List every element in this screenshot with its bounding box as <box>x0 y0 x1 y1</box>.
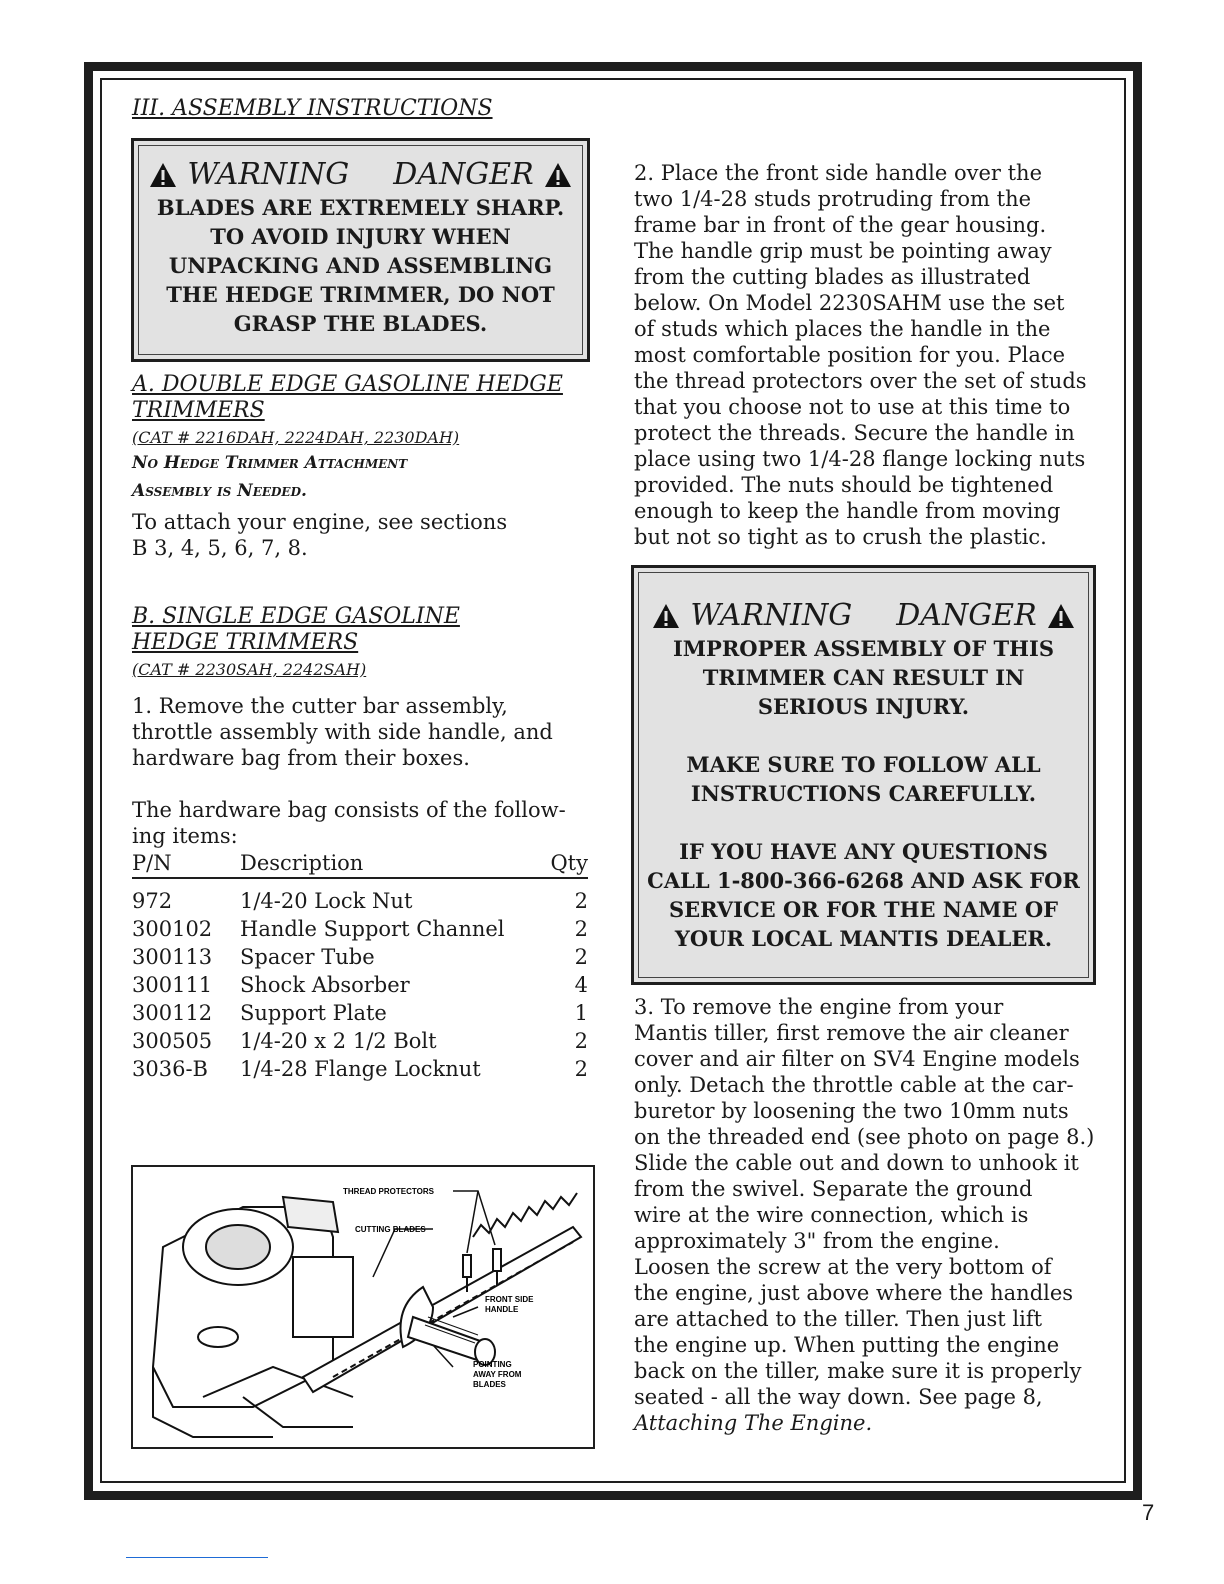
step2-text: from the cutting blades as illustrated <box>634 265 1031 289</box>
label-pointing: POINTING <box>473 1360 512 1369</box>
part-number: 3036-B <box>132 1057 208 1081</box>
trimmer-illustration <box>133 1167 593 1447</box>
step1-text: throttle assembly with side handle, and <box>132 720 553 744</box>
step2-section <box>634 160 1096 550</box>
step3-text: the engine up. When putting the engine <box>634 1333 1060 1357</box>
table-row <box>132 1055 588 1083</box>
section-heading: III. ASSEMBLY INSTRUCTIONS <box>132 96 493 121</box>
label-thread-protectors: THREAD PROTECTORS <box>343 1187 434 1196</box>
step3-text: approximately 3" from the engine. <box>634 1229 1000 1253</box>
table-row <box>132 887 588 915</box>
step2-text: The handle grip must be pointing away <box>634 239 1052 263</box>
warning-line: SERIOUS INJURY. <box>757 694 970 719</box>
danger-word: DANGER <box>393 157 534 192</box>
section-b <box>132 604 592 1083</box>
danger-word: DANGER <box>896 598 1037 633</box>
part-qty: 1 <box>574 1001 588 1025</box>
warning-title <box>634 598 1093 634</box>
step2-text: of studs which places the handle in the <box>634 317 1051 341</box>
step2-text: below. On Model 2230SAHM use the set <box>634 291 1065 315</box>
column-header: Description <box>240 849 545 878</box>
warning-line: TRIMMER CAN RESULT IN <box>702 665 1025 690</box>
part-number: 972 <box>132 889 173 913</box>
warning-box-assembly <box>631 565 1096 985</box>
section-a-note: Assembly is Needed. <box>132 481 307 501</box>
part-number: 300113 <box>132 945 213 969</box>
step2-text: enough to keep the handle from moving <box>634 499 1061 523</box>
section-b-title: B. SINGLE EDGE GASOLINE <box>132 604 460 629</box>
step2-text: 2. Place the front side handle over the <box>634 161 1043 185</box>
step1-text: 1. Remove the cutter bar assembly, <box>132 694 508 718</box>
step3-text: from the swivel. Separate the ground <box>634 1177 1033 1201</box>
part-number: 300505 <box>132 1029 213 1053</box>
label-away-from: AWAY FROM <box>473 1370 522 1379</box>
left-column <box>132 96 592 121</box>
part-number: 300102 <box>132 917 213 941</box>
warning-triangle-icon <box>1047 603 1075 629</box>
table-row <box>132 971 588 999</box>
step2-text: that you choose not to use at this time to <box>634 395 1071 419</box>
part-description: Handle Support Channel <box>240 917 505 941</box>
hardware-intro: ing items: <box>132 824 238 848</box>
label-handle: HANDLE <box>485 1305 519 1314</box>
part-description: 1/4-20 x 2 1/2 Bolt <box>240 1029 437 1053</box>
step3-text: cover and air filter on SV4 Engine models <box>634 1047 1080 1071</box>
bottom-rule <box>126 1557 268 1558</box>
warning-line: THE HEDGE TRIMMER, DO NOT <box>166 282 555 307</box>
section-a-body: To attach your engine, see sections <box>132 510 508 534</box>
step3-reference: Attaching The Engine. <box>634 1411 873 1435</box>
section-b-title: HEDGE TRIMMERS <box>132 630 359 655</box>
step2-text: the thread protectors over the set of studs <box>634 369 1087 393</box>
step3-text: 3. To remove the engine from your <box>634 995 1004 1019</box>
part-description: 1/4-20 Lock Nut <box>240 889 413 913</box>
step2-text: frame bar in front of the gear housing. <box>634 213 1047 237</box>
label-blades: BLADES <box>473 1380 506 1389</box>
part-qty: 2 <box>574 945 588 969</box>
step3-text: are attached to the tiller. Then just lift <box>634 1307 1043 1331</box>
section-a-title: TRIMMERS <box>132 398 265 423</box>
step2-text: but not so tight as to crush the plastic. <box>634 525 1047 549</box>
warning-line: IF YOU HAVE ANY QUESTIONS <box>679 839 1048 864</box>
step3-text: Loosen the screw at the very bottom of <box>634 1255 1052 1279</box>
part-description: Spacer Tube <box>240 945 375 969</box>
warning-line: CALL 1-800-366-6268 AND ASK FOR <box>647 868 1080 893</box>
warning-triangle-icon <box>149 162 177 188</box>
section-b-cat-numbers: (CAT # 2230SAH, 2242SAH) <box>132 660 367 679</box>
section-a-title: A. DOUBLE EDGE GASOLINE HEDGE <box>132 372 563 397</box>
warning-triangle-icon <box>544 162 572 188</box>
part-description: Shock Absorber <box>240 973 410 997</box>
section-a-cat-numbers: (CAT # 2216DAH, 2224DAH, 2230DAH) <box>132 428 460 447</box>
part-number: 300112 <box>132 1001 213 1025</box>
step3-text: seated - all the way down. See page 8, <box>634 1385 1043 1409</box>
part-qty: 4 <box>574 973 588 997</box>
parts-table-header <box>132 849 588 878</box>
warning-word: WARNING <box>187 157 350 192</box>
step2-text: protect the threads. Secure the handle in <box>634 421 1075 445</box>
part-qty: 2 <box>574 1057 588 1081</box>
warning-line: IMPROPER ASSEMBLY OF THIS <box>672 636 1055 661</box>
hedge-trimmer-diagram <box>131 1165 595 1449</box>
step3-text: on the threaded end (see photo on page 8.) <box>634 1125 1095 1149</box>
table-row <box>132 915 588 943</box>
page-number: 7 <box>1142 1500 1155 1525</box>
section-a <box>132 372 592 561</box>
warning-box-blades <box>131 138 590 362</box>
section-a-body: B 3, 4, 5, 6, 7, 8. <box>132 536 308 560</box>
column-header: Qty <box>545 849 588 878</box>
warning-line: MAKE SURE TO FOLLOW ALL <box>686 752 1041 777</box>
step3-text: Mantis tiller, first remove the air cleaner <box>634 1021 1069 1045</box>
step3-section <box>634 994 1096 1436</box>
warning-line: UNPACKING AND ASSEMBLING <box>168 253 553 278</box>
table-row <box>132 943 588 971</box>
step2-text: place using two 1/4-28 flange locking nuts <box>634 447 1086 471</box>
part-qty: 2 <box>574 917 588 941</box>
label-front-side: FRONT SIDE <box>485 1295 534 1304</box>
part-qty: 2 <box>574 889 588 913</box>
step2-text: provided. The nuts should be tightened <box>634 473 1054 497</box>
step3-text: only. Detach the throttle cable at the car- <box>634 1073 1074 1097</box>
warning-line: BLADES ARE EXTREMELY SHARP. <box>156 195 565 220</box>
warning-line: INSTRUCTIONS CAREFULLY. <box>690 781 1037 806</box>
warning-title <box>134 157 587 193</box>
step3-text: the engine, just above where the handles <box>634 1281 1074 1305</box>
step1-text: hardware bag from their boxes. <box>132 746 470 770</box>
step2-text: most comfortable position for you. Place <box>634 343 1066 367</box>
label-cutting-blades: CUTTING BLADES <box>355 1225 426 1234</box>
warning-line: TO AVOID INJURY WHEN <box>210 224 511 249</box>
hardware-intro: The hardware bag consists of the follow- <box>132 798 566 822</box>
step2-text: two 1/4-28 studs protruding from the <box>634 187 1032 211</box>
part-description: 1/4-28 Flange Locknut <box>240 1057 481 1081</box>
part-number: 300111 <box>132 973 213 997</box>
part-description: Support Plate <box>240 1001 387 1025</box>
warning-triangle-icon <box>652 603 680 629</box>
step3-text: back on the tiller, make sure it is properly <box>634 1359 1082 1383</box>
warning-line: GRASP THE BLADES. <box>233 311 488 336</box>
section-a-note: No Hedge Trimmer Attachment <box>132 453 408 473</box>
parts-table <box>132 849 588 1083</box>
part-qty: 2 <box>574 1029 588 1053</box>
warning-word: WARNING <box>690 598 853 633</box>
warning-line: SERVICE OR FOR THE NAME OF <box>668 897 1059 922</box>
table-row <box>132 1027 588 1055</box>
step3-text: buretor by loosening the two 10mm nuts <box>634 1099 1069 1123</box>
column-header: P/N <box>132 849 240 878</box>
step3-text: wire at the wire connection, which is <box>634 1203 1029 1227</box>
table-row <box>132 999 588 1027</box>
warning-line: YOUR LOCAL MANTIS DEALER. <box>674 926 1053 951</box>
step3-text: Slide the cable out and down to unhook it <box>634 1151 1079 1175</box>
